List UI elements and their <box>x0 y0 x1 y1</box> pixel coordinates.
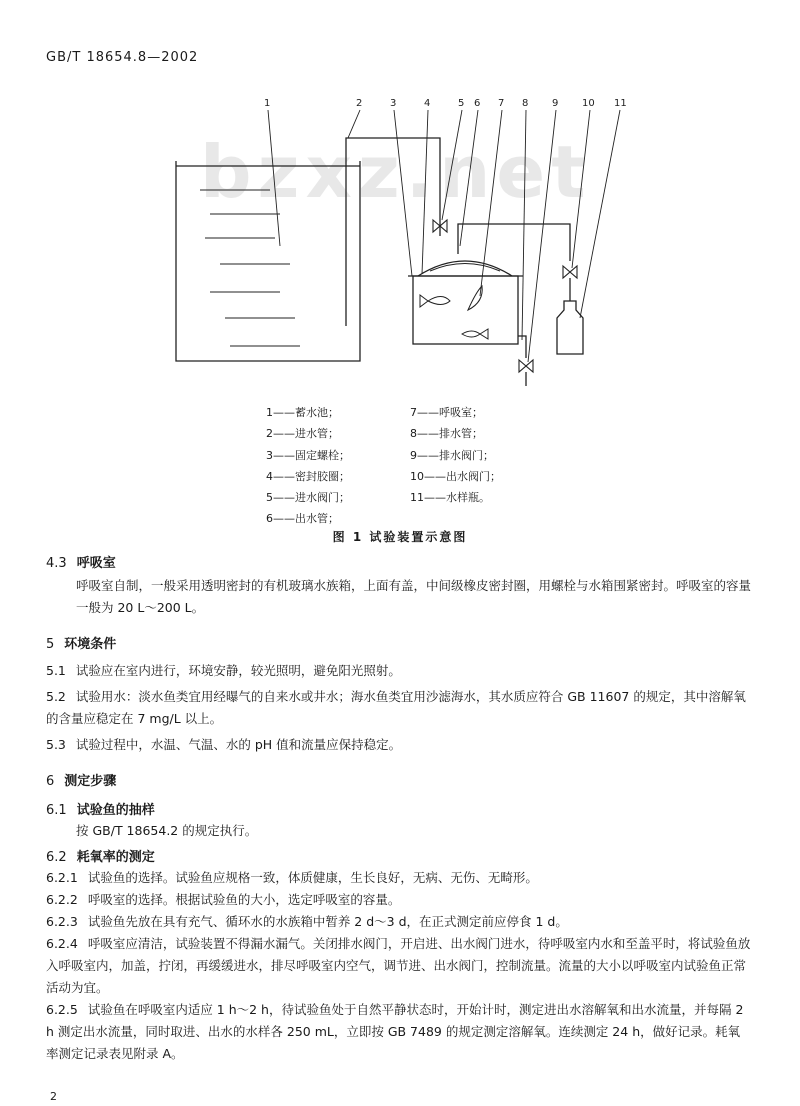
section-6-2-heading: 6.2 耗氧率的测定 <box>46 850 155 865</box>
callout-4: 4 <box>424 98 431 109</box>
respiration-chamber <box>413 276 518 344</box>
clause-5-2: 5.2 试验用水：淡水鱼类宜用经曝气的自来水或井水；海水鱼类宜用沙滤海水，其水质应符合 GB 11607 的规定，其中溶解氧的含量应稳定在 7 mg/L 以上。 <box>46 689 746 726</box>
legend-item: 10——出水阀门； <box>410 469 501 483</box>
clause-6-2-1: 6.2.1 试验鱼的选择。试验鱼应规格一致，体质健康，生长良好，无病、无伤、无畸形。 <box>46 870 538 885</box>
clause-5-1: 5.1 试验应在室内进行，环境安静，较光照明，避免阳光照射。 <box>46 663 401 678</box>
fish-icon <box>420 295 450 307</box>
water-sample-bottle <box>557 301 583 354</box>
section-4-3-body: 呼吸室自制，一般采用透明密封的有机玻璃水族箱，上面有盖，中间级橡皮密封圈，用螺栓与水箱围紧密封。呼吸室的容量一般为 20 L～200 L。 <box>76 578 752 615</box>
callout-1: 1 <box>264 98 271 109</box>
section-6-1-heading: 6.1 试验鱼的抽样 <box>46 803 155 818</box>
fish-icon <box>462 329 488 339</box>
drain-valve <box>519 360 533 372</box>
callout-11: 11 <box>614 98 627 109</box>
legend-item: 8——排水管； <box>410 427 483 441</box>
clause-6-2-2: 6.2.2 呼吸室的选择。根据试验鱼的大小，选定呼吸室的容量。 <box>46 892 401 907</box>
clause-6-2-3: 6.2.3 试验鱼先放在具有充气、循环水的水族箱中暂养 2 d～3 d，在正式测定前应停食 1 d。 <box>46 914 568 929</box>
section-6-heading: 6 测定步骤 <box>46 774 117 789</box>
callout-5: 5 <box>458 98 465 109</box>
apparatus-diagram <box>150 96 640 396</box>
callout-10: 10 <box>582 98 595 109</box>
legend-left <box>266 402 350 530</box>
clause-5-3: 5.3 试验过程中，水温、气温、水的 pH 值和流量应保持稳定。 <box>46 737 402 752</box>
callout-7: 7 <box>498 98 505 109</box>
document-body <box>46 552 752 1065</box>
reservoir-tank <box>176 161 360 361</box>
section-6-1-body: 按 GB/T 18654.2 的规定执行。 <box>76 823 258 838</box>
legend-right <box>410 402 501 508</box>
legend-item: 2——进水管； <box>266 427 339 441</box>
legend-item: 6——出水管； <box>266 512 339 526</box>
legend-item: 1——蓄水池； <box>266 406 339 419</box>
fish-icon <box>468 286 482 310</box>
callout-3: 3 <box>390 98 397 109</box>
outlet-valve <box>563 266 577 278</box>
legend-item: 4——密封胶圈； <box>266 469 350 483</box>
legend-item: 9——排水阀门； <box>410 448 494 462</box>
callout-8: 8 <box>522 98 529 109</box>
section-5-heading: 5 环境条件 <box>46 637 117 652</box>
callout-6: 6 <box>474 98 481 109</box>
legend-item: 11——水样瓶。 <box>410 491 490 505</box>
clause-6-2-5: 6.2.5 试验鱼在呼吸室内适应 1 h～2 h，待试验鱼处于自然平静状态时，开始计时，测定进出水溶解氧和出水流量，并每隔 2 h 测定出水流量，同时取进、出水的水样各 250 mL，立即按 GB 7489 的规定测定溶解氧。连续测定 24 h，做好记录。耗氧率测定记录表见附录 A。 <box>46 1002 744 1061</box>
page-number: 2 <box>50 1090 57 1103</box>
legend-item: 7——呼吸室； <box>410 406 483 419</box>
outlet-pipe <box>458 224 570 261</box>
watermark: bzxz.net <box>200 130 592 214</box>
clause-6-2-4: 6.2.4 呼吸室应清洁，试验装置不得漏水漏气。关闭排水阀门，开启进、出水阀门进水，待呼吸室内水和至盖平时，将试验鱼放入呼吸室内，加盖，拧闭，再缓缓进水，排尽呼吸室内空气，调节进、出水阀门，控制流量。流量的大小以呼吸室内试验鱼正常活动为宜。 <box>46 936 751 995</box>
callout-9: 9 <box>552 98 559 109</box>
callout-2: 2 <box>356 98 363 109</box>
legend-item: 5——进水阀门； <box>266 491 350 505</box>
document-code: GB/T 18654.8—2002 <box>46 50 199 65</box>
figure-caption: 图 1 试验装置示意图 <box>332 530 468 544</box>
legend-item: 3——固定螺栓； <box>266 448 350 462</box>
section-4-3-heading: 4.3 呼吸室 <box>46 556 116 571</box>
